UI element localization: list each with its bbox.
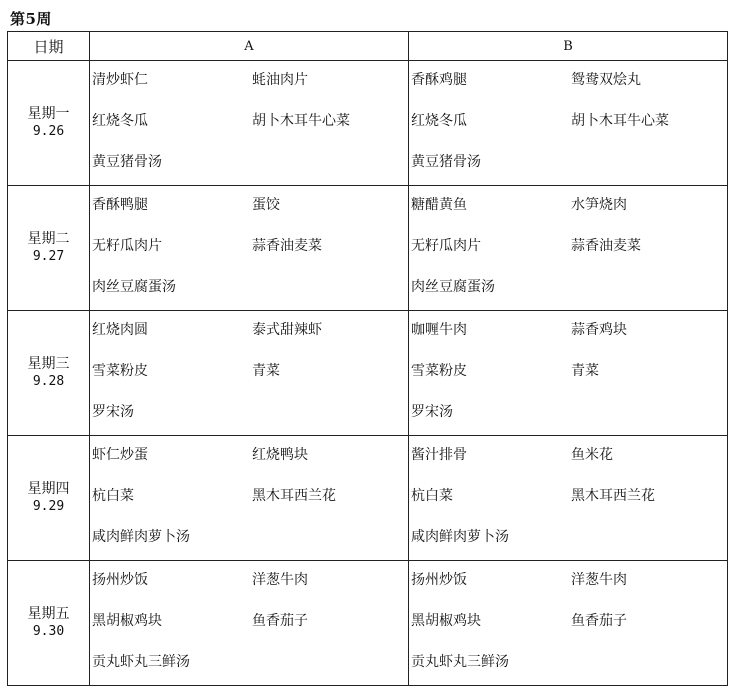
dish-item xyxy=(252,393,408,434)
dish-item: 红烧肉圆 xyxy=(92,322,148,338)
plan-a-menu-cell xyxy=(90,436,409,561)
dish-item: 蛋饺 xyxy=(252,197,280,213)
dish-item: 洋葱牛肉 xyxy=(252,572,308,588)
day-label-cell xyxy=(8,561,90,686)
dish-item xyxy=(252,268,408,309)
day-label-cell xyxy=(8,61,90,186)
dish-item: 香酥鸭腿 xyxy=(92,197,148,213)
date-label: 9.29 xyxy=(32,499,65,514)
plan-b-menu-cell xyxy=(409,561,728,686)
weekday-label: 星期五 xyxy=(27,606,70,622)
date-label: 9.30 xyxy=(32,624,65,639)
date-label: 9.28 xyxy=(32,374,65,389)
dish-grid xyxy=(90,311,408,435)
dish-item: 雪菜粉皮 xyxy=(411,363,467,379)
dish-grid xyxy=(409,61,727,185)
dish-item: 贡丸虾丸三鲜汤 xyxy=(92,654,190,670)
dish-item xyxy=(252,143,408,184)
dish-grid xyxy=(90,436,408,560)
dish-item: 酱汁排骨 xyxy=(411,447,467,463)
dish-item: 肉丝豆腐蛋汤 xyxy=(411,279,495,295)
dish-grid xyxy=(409,436,727,560)
day-row xyxy=(8,61,728,186)
dish-item: 扬州炒饭 xyxy=(92,572,148,588)
dish-grid xyxy=(409,561,727,685)
day-row xyxy=(8,436,728,561)
dish-item: 泰式甜辣虾 xyxy=(252,322,322,338)
plan-a-menu-cell xyxy=(90,186,409,311)
day-label-cell xyxy=(8,311,90,436)
dish-item: 蒜香油麦菜 xyxy=(252,238,322,254)
dish-item: 无籽瓜肉片 xyxy=(411,238,481,254)
dish-grid xyxy=(409,186,727,310)
dish-item: 黑木耳西兰花 xyxy=(571,488,655,504)
dish-item: 黑胡椒鸡块 xyxy=(411,613,481,629)
dish-grid xyxy=(90,61,408,185)
dish-item: 青菜 xyxy=(252,363,280,379)
dish-item: 黑胡椒鸡块 xyxy=(92,613,162,629)
dish-item: 香酥鸡腿 xyxy=(411,72,467,88)
plan-b-menu-cell xyxy=(409,61,728,186)
date-label: 9.27 xyxy=(32,249,65,264)
plan-a-column-header: A xyxy=(90,32,409,61)
dish-item xyxy=(252,643,408,684)
dish-item: 胡卜木耳牛心菜 xyxy=(252,113,350,129)
dish-grid xyxy=(90,561,408,685)
dish-item xyxy=(571,518,727,559)
dish-grid xyxy=(409,311,727,435)
dish-item: 无籽瓜肉片 xyxy=(92,238,162,254)
dish-grid xyxy=(90,186,408,310)
dish-item: 肉丝豆腐蛋汤 xyxy=(92,279,176,295)
dish-item: 清炒虾仁 xyxy=(92,72,148,88)
day-row xyxy=(8,311,728,436)
plan-b-menu-cell xyxy=(409,436,728,561)
plan-a-menu-cell xyxy=(90,311,409,436)
dish-item: 蚝油肉片 xyxy=(252,72,308,88)
weekday-label: 星期一 xyxy=(27,106,70,122)
dish-item: 贡丸虾丸三鲜汤 xyxy=(411,654,509,670)
dish-item: 罗宋汤 xyxy=(411,404,453,420)
weekday-label: 星期四 xyxy=(27,481,70,497)
day-label-cell xyxy=(8,436,90,561)
day-label-cell xyxy=(8,186,90,311)
dish-item: 鱼米花 xyxy=(571,447,613,463)
dish-item: 红烧冬瓜 xyxy=(92,113,148,129)
dish-item: 黄豆猪骨汤 xyxy=(92,154,162,170)
date-column-header: 日期 xyxy=(8,32,90,61)
plan-a-menu-cell xyxy=(90,61,409,186)
dish-item: 蒜香油麦菜 xyxy=(571,238,641,254)
dish-item: 糖醋黄鱼 xyxy=(411,197,467,213)
plan-b-column-header: B xyxy=(409,32,728,61)
dish-item: 鸳鸯双烩丸 xyxy=(571,72,641,88)
dish-item: 鱼香茄子 xyxy=(571,613,627,629)
date-label: 9.26 xyxy=(32,124,65,139)
dish-item: 黄豆猪骨汤 xyxy=(411,154,481,170)
day-row xyxy=(8,561,728,686)
header-row xyxy=(8,32,728,61)
dish-item: 红烧冬瓜 xyxy=(411,113,467,129)
plan-b-menu-cell xyxy=(409,186,728,311)
weekday-label: 星期三 xyxy=(27,356,70,372)
dish-item: 虾仁炒蛋 xyxy=(92,447,148,463)
dish-item: 咸肉鲜肉萝卜汤 xyxy=(92,529,190,545)
dish-item: 水笋烧肉 xyxy=(571,197,627,213)
dish-item: 咸肉鲜肉萝卜汤 xyxy=(411,529,509,545)
dish-item: 红烧鸭块 xyxy=(252,447,308,463)
plan-b-menu-cell xyxy=(409,311,728,436)
dish-item: 鱼香茄子 xyxy=(252,613,308,629)
dish-item: 洋葱牛肉 xyxy=(571,572,627,588)
dish-item xyxy=(571,643,727,684)
day-row xyxy=(8,186,728,311)
dish-item: 咖喱牛肉 xyxy=(411,322,467,338)
dish-item: 青菜 xyxy=(571,363,599,379)
dish-item: 杭白菜 xyxy=(92,488,134,504)
dish-item: 胡卜木耳牛心菜 xyxy=(571,113,669,129)
week-title: 第5周 xyxy=(10,10,52,28)
dish-item: 黑木耳西兰花 xyxy=(252,488,336,504)
day-rows xyxy=(8,61,728,686)
dish-item xyxy=(571,393,727,434)
dish-item xyxy=(252,518,408,559)
dish-item xyxy=(571,268,727,309)
plan-a-menu-cell xyxy=(90,561,409,686)
dish-item: 雪菜粉皮 xyxy=(92,363,148,379)
dish-item: 罗宋汤 xyxy=(92,404,134,420)
menu-table xyxy=(7,31,728,686)
weekday-label: 星期二 xyxy=(27,231,70,247)
dish-item: 蒜香鸡块 xyxy=(571,322,627,338)
dish-item xyxy=(571,143,727,184)
dish-item: 杭白菜 xyxy=(411,488,453,504)
dish-item: 扬州炒饭 xyxy=(411,572,467,588)
